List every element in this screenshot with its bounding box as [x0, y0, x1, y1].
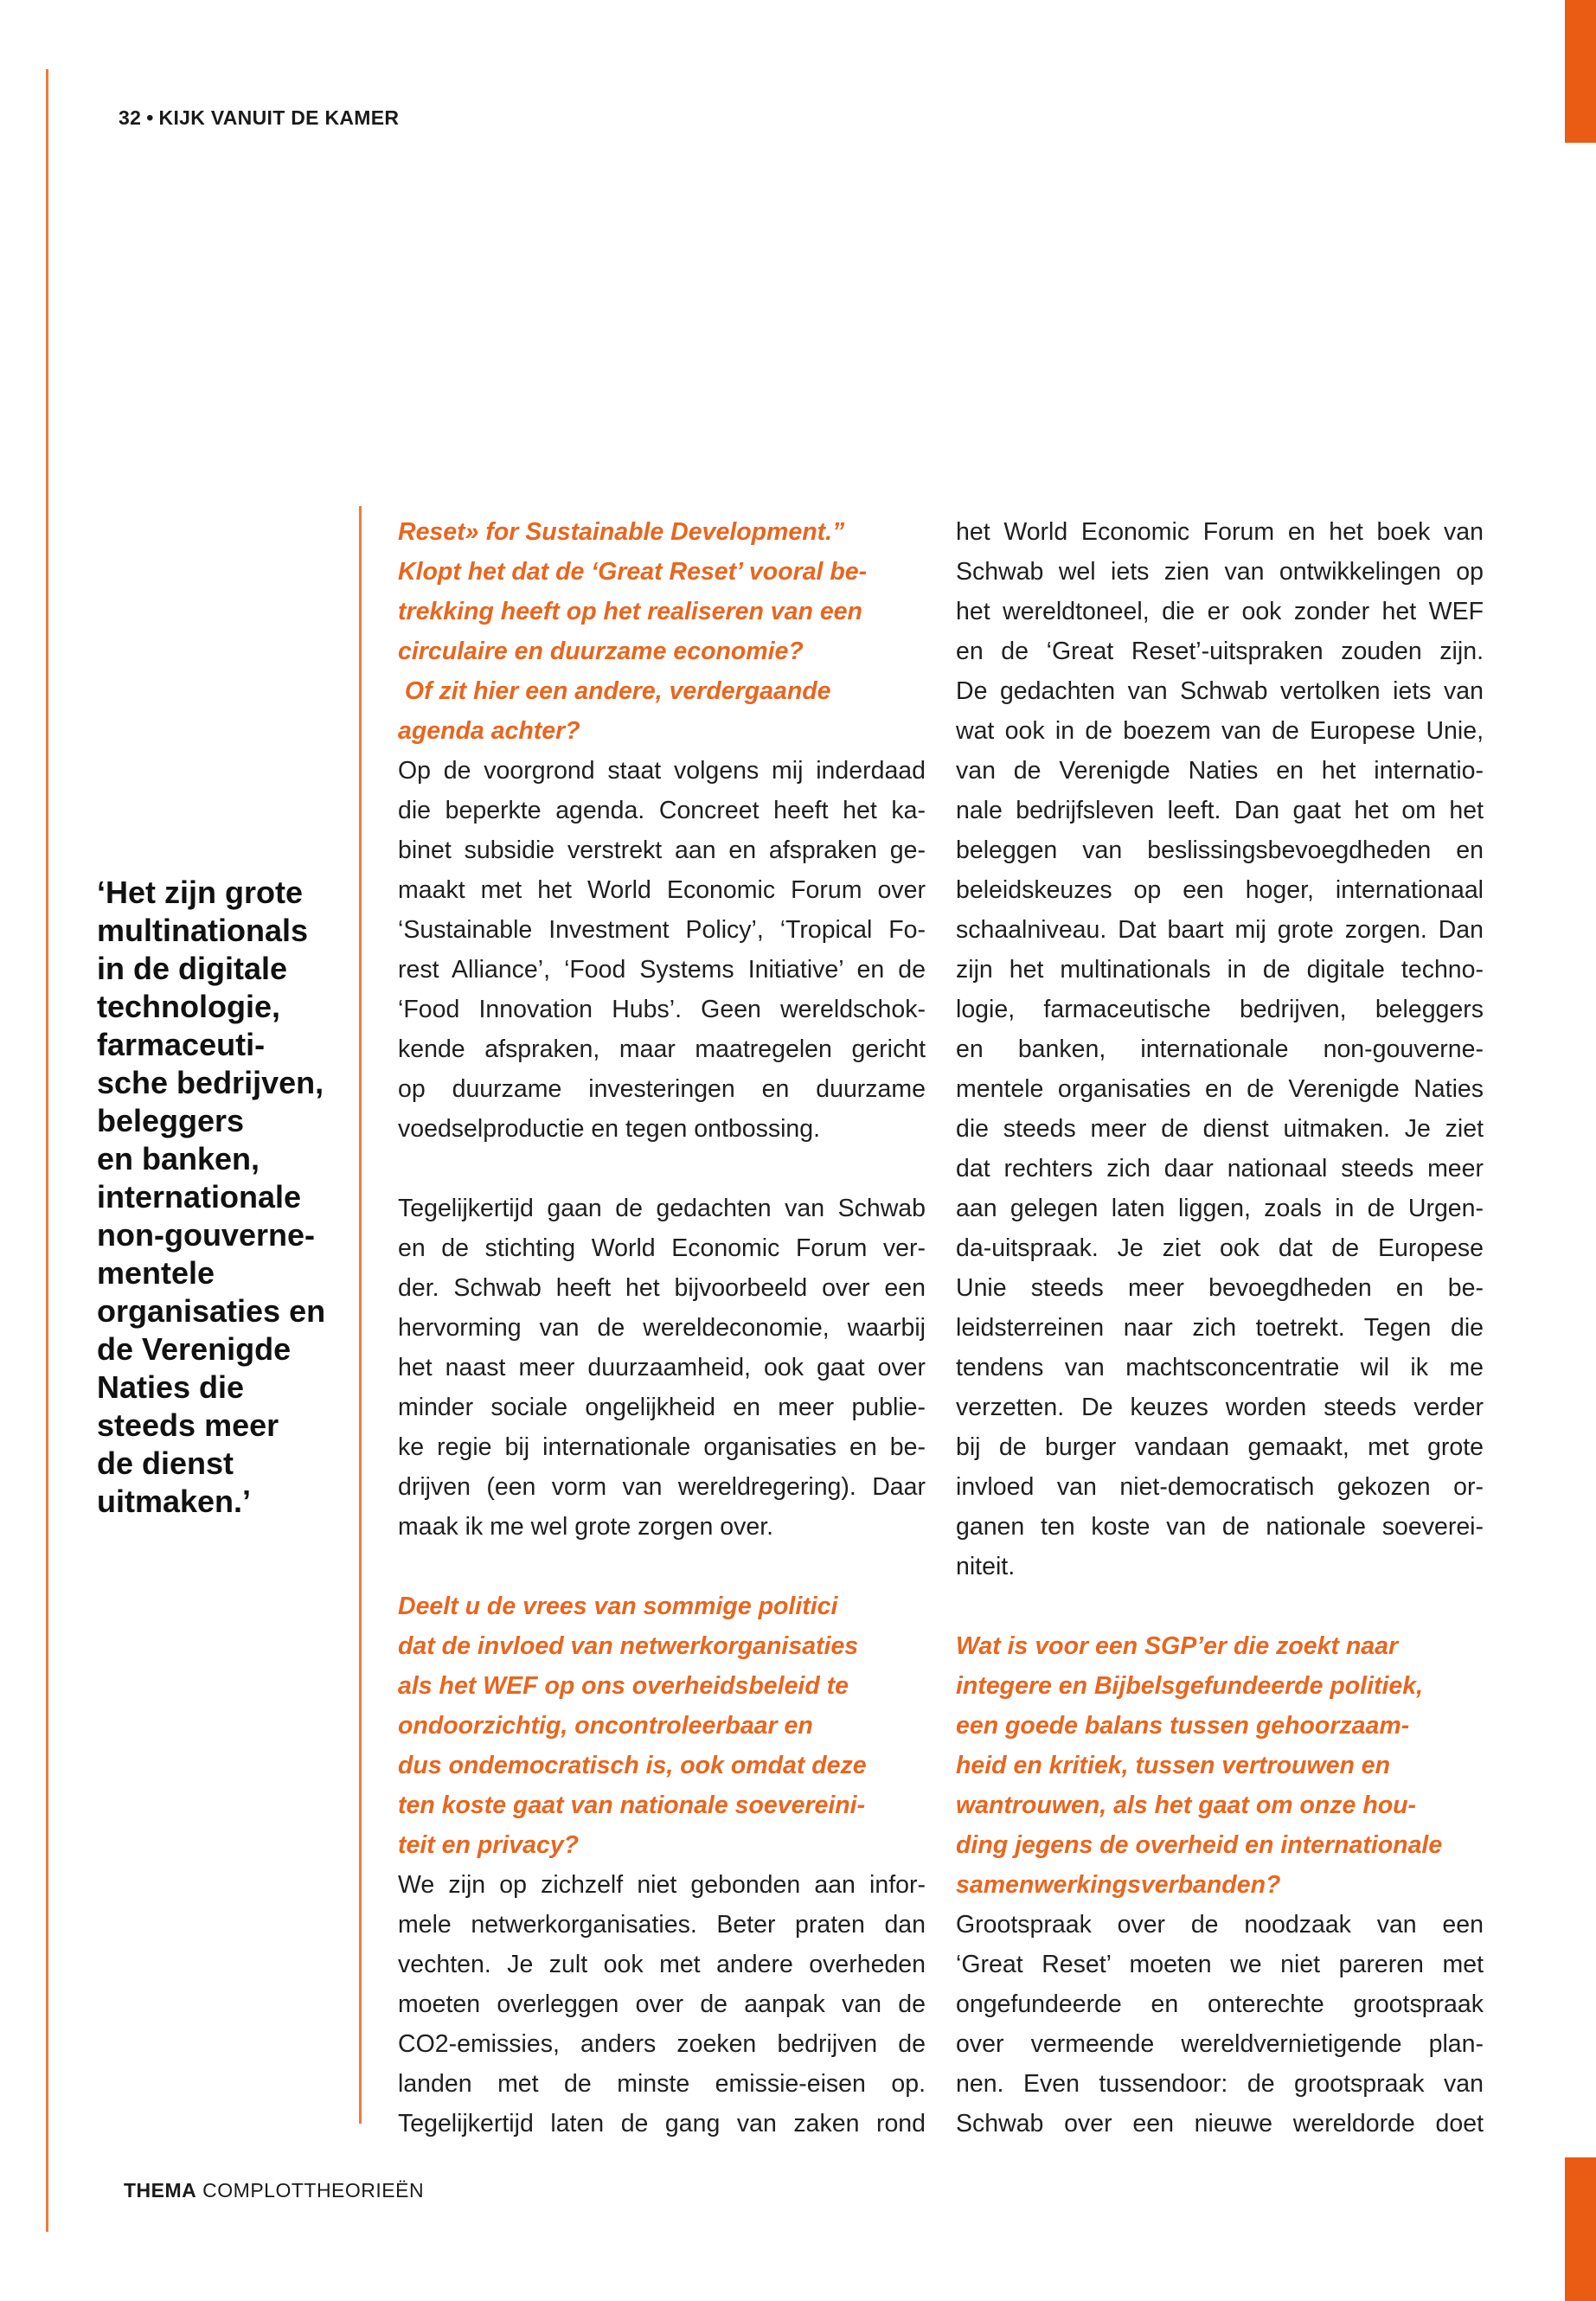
section-title: KIJK VANUIT DE KAMER	[158, 106, 400, 129]
pull-quote-line: de dienst	[97, 1445, 234, 1481]
pull-quote-line: ‘Het zijn grote	[97, 875, 304, 910]
pull-quote-line: mentele	[97, 1255, 215, 1291]
running-header	[119, 106, 399, 130]
body-line: ke regie bij internationale organisaties en be-	[398, 1433, 926, 1461]
body-line: beleidskeuzes op een hoger, internationaal	[956, 876, 1484, 904]
body-line: nale bedrijfsleven leeft. Dan gaat het om het	[956, 797, 1484, 824]
body-line: da-uitspraak. Je ziet ook dat de Europese	[956, 1234, 1484, 1262]
body-line: mele netwerkorganisaties. Beter praten dan	[398, 1911, 926, 1939]
question-line: Klopt het dat de ‘Great Reset’ vooral be-	[398, 558, 868, 586]
orange-edge-tab-bottom	[1565, 2157, 1596, 2301]
footer-label: COMPLOTTHEORIEËN	[202, 2179, 425, 2202]
body-line: over vermeende wereldvernietigende plan-	[956, 2030, 1484, 2058]
pull-quote-line: uitmaken.’	[97, 1484, 252, 1519]
pull-quote-line: Naties die	[97, 1369, 245, 1405]
body-line: ongefundeerde en onterechte grootspraak	[956, 1990, 1484, 2018]
pull-quote-line: technologie,	[97, 989, 281, 1024]
orange-edge-tab-top	[1565, 0, 1596, 143]
question-line: agenda achter?	[398, 717, 580, 745]
body-line: Tegelijkertijd gaan de gedachten van Schwab	[398, 1195, 926, 1222]
body-line: CO2-emissies, anders zoeken bedrijven de	[398, 2030, 926, 2058]
paragraph-gap	[956, 1586, 1484, 1626]
body-line: niteit.	[956, 1553, 1016, 1580]
running-footer	[124, 2179, 424, 2202]
question-line: Reset» for Sustainable Development.”	[398, 518, 845, 546]
body-line: ‘Great Reset’ moeten we niet pareren met	[956, 1951, 1484, 1978]
question-line: teit en privacy?	[398, 1831, 580, 1859]
body-line: mentele organisaties en de Verenigde Naties	[956, 1075, 1484, 1103]
body-line: schaalniveau. Dat baart mij grote zorgen. Dan	[956, 916, 1484, 944]
body-line: die steeds meer de dienst uitmaken. Je ziet	[956, 1115, 1484, 1143]
body-line: ‘Sustainable Investment Policy’, ‘Tropical Fo-	[398, 916, 926, 944]
body-line: leidsterreinen naar zich toetrekt. Tegen die	[956, 1314, 1484, 1342]
body-line: Op de voorgrond staat volgens mij inderdaad	[398, 757, 926, 785]
pull-quote-line: beleggers	[97, 1103, 245, 1138]
paragraph-gap	[398, 1547, 926, 1586]
pull-quote-line: organisaties en	[97, 1293, 326, 1329]
body-line: We zijn op zichzelf niet gebonden aan infor-	[398, 1871, 926, 1899]
question-line: Deelt u de vrees van sommige politici	[398, 1593, 838, 1620]
body-line: De gedachten van Schwab vertolken iets van	[956, 677, 1484, 705]
page-number: 32	[119, 106, 142, 129]
body-line: minder sociale ongelijkheid en meer publie-	[398, 1394, 926, 1421]
paragraph-gap	[398, 1149, 926, 1189]
body-line: vechten. Je zult ook met andere overheden	[398, 1951, 926, 1978]
body-line: logie, farmaceutische bedrijven, beleggers	[956, 996, 1484, 1023]
question-line: heid en kritiek, tussen vertrouwen en	[956, 1752, 1391, 1779]
body-line: kende afspraken, maar maatregelen gericht	[398, 1035, 926, 1063]
body-line: landen met de minste emissie-eisen op.	[398, 2070, 926, 2098]
question-line: wantrouwen, als het gaat om onze hou-	[956, 1791, 1417, 1819]
left-margin-rule	[46, 69, 48, 2232]
question-line: trekking heeft op het realiseren van een	[398, 598, 862, 625]
body-line: drijven (een vorm van wereldregering). Daar	[398, 1473, 926, 1501]
body-line: binet subsidie verstrekt aan en afspraken ge-	[398, 836, 926, 864]
column-divider-rule	[359, 506, 362, 2124]
body-line: ‘Food Innovation Hubs’. Geen wereldschok-	[398, 996, 926, 1023]
footer-label-bold: THEMA	[124, 2179, 197, 2202]
body-line: hervorming van de wereldeconomie, waarbij	[398, 1314, 926, 1342]
text-column-2	[956, 512, 1484, 2144]
header-separator: •	[146, 106, 154, 129]
body-line: en banken, internationale non-gouverne-	[956, 1035, 1484, 1063]
pull-quote-line: en banken,	[97, 1141, 260, 1176]
question-line: ding jegens de overheid en internationale	[956, 1831, 1443, 1859]
body-line: ganen ten koste van de nationale soeverei-	[956, 1513, 1484, 1541]
pull-quote-line: farmaceuti-	[97, 1027, 266, 1062]
body-line: rest Alliance’, ‘Food Systems Initiative’ en de	[398, 956, 926, 984]
pull-quote-line: de Verenigde	[97, 1331, 292, 1367]
body-line: beleggen van beslissingsbevoegdheden en	[956, 836, 1484, 864]
body-line: het naast meer duurzaamheid, ook gaat over	[398, 1354, 926, 1381]
body-line: der. Schwab heeft het bijvoorbeeld over een	[398, 1274, 926, 1302]
text-column-1	[398, 512, 926, 2144]
question-line: ondoorzichtig, oncontroleerbaar en	[398, 1712, 813, 1740]
body-line: zijn het multinationals in de digitale techno-	[956, 956, 1484, 984]
body-line: dat rechters zich daar nationaal steeds meer	[956, 1155, 1484, 1183]
pull-quote-line: sche bedrijven,	[97, 1065, 324, 1100]
pull-quote-line: in de digitale	[97, 951, 288, 986]
body-line: maak ik me wel grote zorgen over.	[398, 1513, 774, 1541]
body-line: het World Economic Forum en het boek van	[956, 518, 1484, 546]
body-line: nen. Even tussendoor: de grootspraak van	[956, 2070, 1484, 2098]
question-line: samenwerkingsverbanden?	[956, 1871, 1281, 1899]
pull-quote-line: multinationals	[97, 913, 309, 948]
body-line: aan gelegen laten liggen, zoals in de Urgen-	[956, 1195, 1484, 1222]
question-line: Of zit hier een andere, verdergaande	[398, 677, 831, 705]
body-line: invloed van niet-democratisch gekozen or-	[956, 1473, 1484, 1501]
question-line: Wat is voor een SGP’er die zoekt naar	[956, 1632, 1399, 1660]
question-line: dat de invloed van netwerkorganisaties	[398, 1632, 859, 1660]
pull-quote-line: internationale	[97, 1179, 302, 1215]
body-line: maakt met het World Economic Forum over	[398, 876, 926, 904]
question-line: als het WEF op ons overheidsbeleid te	[398, 1672, 849, 1700]
body-line: en de stichting World Economic Forum ver-	[398, 1234, 926, 1262]
pull-quote	[97, 874, 339, 1521]
body-line: en de ‘Great Reset’-uitspraken zouden zijn.	[956, 638, 1484, 665]
body-line: Schwab wel iets zien van ontwikkelingen op	[956, 558, 1484, 586]
question-line: ten koste gaat van nationale soevereini-	[398, 1791, 866, 1819]
body-line: het wereldtoneel, die er ook zonder het WEF	[956, 598, 1484, 625]
body-line: voedselproductie en tegen ontbossing.	[398, 1115, 821, 1143]
body-line: moeten overleggen over de aanpak van de	[398, 1990, 926, 2018]
question-line: een goede balans tussen gehoorzaam-	[956, 1712, 1410, 1740]
pull-quote-line: steeds meer	[97, 1407, 279, 1443]
pull-quote-line: non-gouverne-	[97, 1217, 315, 1253]
body-line: verzetten. De keuzes worden steeds verder	[956, 1394, 1484, 1421]
body-line: Schwab over een nieuwe wereldorde doet	[956, 2110, 1484, 2138]
body-line: die beperkte agenda. Concreet heeft het ka-	[398, 797, 926, 824]
body-line: Unie steeds meer bevoegdheden en be-	[956, 1274, 1484, 1302]
body-line: tendens van machtsconcentratie wil ik me	[956, 1354, 1484, 1381]
body-line: op duurzame investeringen en duurzame	[398, 1075, 926, 1103]
question-line: circulaire en duurzame economie?	[398, 638, 804, 665]
body-line: Tegelijkertijd laten de gang van zaken rond	[398, 2110, 926, 2138]
body-line: wat ook in de boezem van de Europese Unie,	[956, 717, 1484, 745]
question-line: dus ondemocratisch is, ook omdat deze	[398, 1752, 867, 1779]
body-line: bij de burger vandaan gemaakt, met grote	[956, 1433, 1484, 1461]
question-line: integere en Bijbelsgefundeerde politiek,	[956, 1672, 1424, 1700]
body-line: van de Verenigde Naties en het internatio-	[956, 757, 1484, 785]
body-line: Grootspraak over de noodzaak van een	[956, 1911, 1484, 1939]
